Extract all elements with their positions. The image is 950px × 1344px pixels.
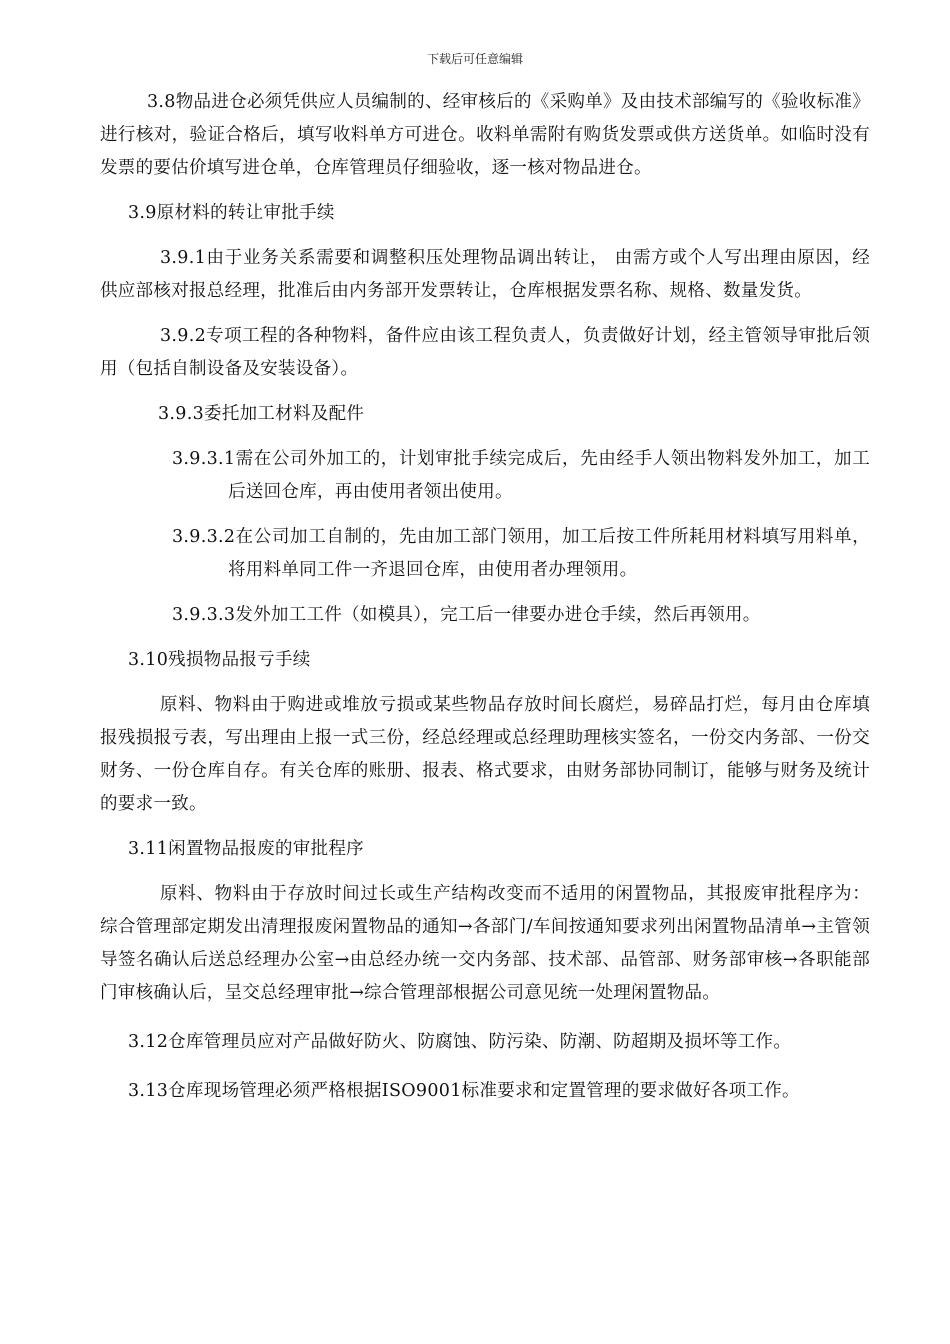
paragraph-3-9-3-2: 3.9.3.2在公司加工自制的，先由加工部门领用，加工后按工件所耗用材料填写用料单，将用料单同工件一齐退回仓库，由使用者办理领用。 <box>172 527 870 580</box>
page-header: 下载后可任意编辑 <box>426 52 523 66</box>
heading-3-10: 3.10残损物品报亏手续 <box>128 650 311 670</box>
paragraph-3-11: 原料、物料由于存放时间过长或生产结构改变而不适用的闲置物品，其报废审批程序为：综合管理部定期发出清理报废闲置物品的通知→各部门/车间按通知要求列出闲置物品清单→主管领导签名确认后送总经理办公室→由总经办统一交内务部、技术部、品管部、财务部审核→各职能部门审核确认后，呈交总经理审批→综合管理部根据公司意见统一处理闲置物品。 <box>100 884 870 1003</box>
paragraph-3-8: 3.8物品进仓必须凭供应人员编制的、经审核后的《采购单》及由技术部编写的《验收标准》进行核对，验证合格后，填写收料单方可进仓。收料单需附有购货发票或供方送货单。如临时没有发票的要估价填写进仓单，仓库管理员仔细验收，逐一核对物品进仓。 <box>100 92 870 178</box>
paragraph-3-9-3-3: 3.9.3.3发外加工工件（如模具），完工后一律要办进仓手续，然后再领用。 <box>172 605 761 625</box>
heading-3-9: 3.9原材料的转让审批手续 <box>128 203 335 223</box>
paragraph-3-12: 3.12仓库管理员应对产品做好防火、防腐蚀、防污染、防潮、防超期及损坏等工作。 <box>128 1032 792 1052</box>
paragraph-3-13: 3.13仓库现场管理必须严格根据ISO9001标准要求和定置管理的要求做好各项工作。 <box>128 1081 800 1101</box>
paragraph-3-9-3-1: 3.9.3.1需在公司外加工的，计划审批手续完成后，先由经手人领出物料发外加工，加工后送回仓库，再由使用者领出使用。 <box>172 449 870 502</box>
paragraph-3-9-2: 3.9.2专项工程的各种物料，备件应由该工程负责人，负责做好计划，经主管领导审批后领用（包括自制设备及安装设备）。 <box>100 326 870 379</box>
document-body <box>100 86 870 1108</box>
heading-3-11: 3.11闲置物品报废的审批程序 <box>128 839 364 859</box>
paragraph-3-9-1: 3.9.1由于业务关系需要和调整积压处理物品调出转让， 由需方或个人写出理由原因，经供应部核对报总经理，批准后由内务部开发票转让，仓库根据发票名称、规格、数量发货。 <box>100 248 870 301</box>
paragraph-3-10: 原料、物料由于购进或堆放亏损或某些物品存放时间长腐烂，易碎品打烂，每月由仓库填报残损报亏表，写出理由上报一式三份，经总经理或总经理助理核实签名，一份交内务部、一份交财务、一份仓库自存。有关仓库的账册、报表、格式要求，由财务部协同制订，能够与财务及统计的要求一致。 <box>100 695 870 814</box>
heading-3-9-3: 3.9.3委托加工材料及配件 <box>158 404 365 424</box>
